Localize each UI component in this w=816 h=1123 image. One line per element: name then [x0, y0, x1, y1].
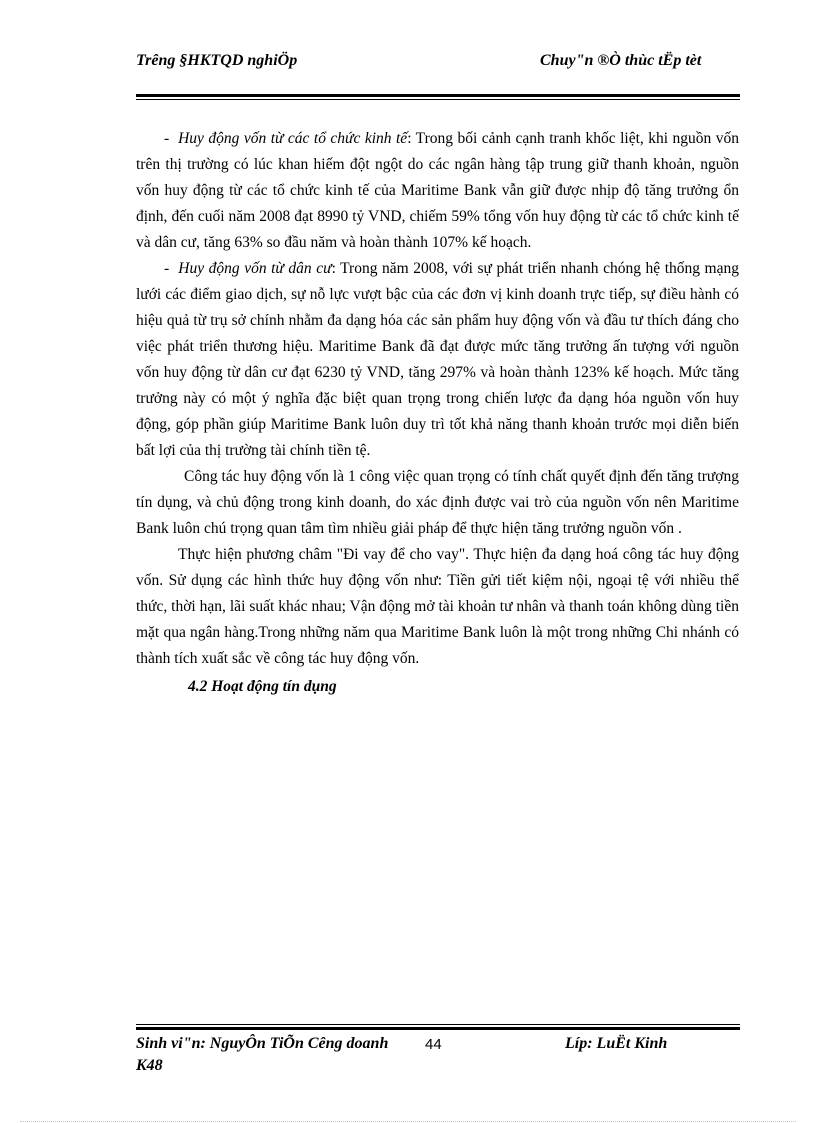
header-right-text: Chuy"n ®Ò thùc tËp tèt	[540, 52, 702, 69]
header-rule-thin	[136, 99, 740, 100]
paragraph-text: : Trong bối cảnh cạnh tranh khốc liệt, khi nguồn vốn trên thị trường có lúc khan hiếm đột ngột do các ngân hàng tập trung giữ thanh khoản, nguồn vốn huy động từ các tổ chức kinh tế của Maritime Bank vẫn giữ được nhịp độ tăng trưởng ổn định, đến cuối năm 2008 đạt 8990 tỷ VND, chiếm 59% tổng vốn huy động từ các tổ chức kinh tế và dân cư, tăng 63% so đầu năm và hoàn thành 107% kế hoạch.	[136, 130, 739, 251]
section-heading: 4.2 Hoạt động tín dụng	[188, 678, 337, 695]
footer-left-text: Sinh vi"n: NguyÔn TiÕn Cêng doanh K48	[136, 1035, 389, 1074]
bottom-dotted-border	[20, 1121, 796, 1122]
paragraph-deposits-economic-orgs: - Huy động vốn từ các tổ chức kinh tế: Trong bối cảnh cạnh tranh khốc liệt, khi nguồn vốn trên thị trường có lúc khan hiếm đột ngột do các ngân hàng tập trung giữ thanh khoản, nguồn vốn huy động từ các tổ chức kinh tế của Maritime Bank vẫn giữ được nhịp độ tăng trưởng ổn định, đến cuối năm 2008 đạt 8990 tỷ VND, chiếm 59% tổng vốn huy động từ các tổ chức kinh tế và dân cư, tăng 63% so đầu năm và hoàn thành 107% kế hoạch.	[136, 130, 739, 251]
footer-rule-thick	[136, 1027, 740, 1030]
paragraph-lead: Huy động vốn từ dân cư	[178, 260, 332, 277]
paragraph-capital-mobilization: Công tác huy động vốn là 1 công việc quan trọng có tính chất quyết định đến tăng trượng tín dụng, và chủ động trong kinh doanh, do xác định được vai trò của nguồn vốn nên Maritime Bank luôn chú trọng quan tâm tìm nhiều giải pháp để thực hiện tăng trưởng nguồn vốn .	[136, 468, 739, 537]
paragraph-borrow-to-lend: Thực hiện phương châm "Đi vay để cho vay". Thực hiện đa dạng hoá công tác huy động vốn. Sử dụng các hình thức huy động vốn như: Tiền gửi tiết kiệm nội, ngoại tệ với nhiều thể thức, thời hạn, lãi suất khác nhau; Vận động mở tài khoản tư nhân và thanh toán không dùng tiền mặt qua ngân hàng.Trong những năm qua Maritime Bank luôn là một trong những Chi nhánh có thành tích xuất sắc về công tác huy động vốn.	[136, 546, 739, 667]
paragraph-text: : Trong năm 2008, với sự phát triển nhanh chóng hệ thống mạng lưới các điểm giao dịch, sự nỗ lực vượt bậc của các đơn vị kinh doanh trực tiếp, sự điều hành có hiệu quả từ trụ sở chính nhằm đa dạng hóa các sản phẩm huy động vốn và đầu tư thích đáng cho việc phát triển thương hiệu. Maritime Bank đã đạt được mức tăng trưởng ấn tượng với nguồn vốn huy động từ dân cư đạt 6230 tỷ VND, tăng 297% và hoàn thành 123% kế hoạch. Mức tăng trưởng này có một ý nghĩa đặc biệt quan trọng trong chiến lược đa dạng hóa nguồn vốn huy động, góp phần giúp Maritime Bank luôn duy trì tốt khả năng thanh khoản trước mọi diễn biến bất lợi của thị trường tài chính tiền tệ.	[136, 260, 739, 459]
paragraph-deposits-residents: - Huy động vốn từ dân cư: Trong năm 2008, với sự phát triển nhanh chóng hệ thống mạng lưới các điểm giao dịch, sự nỗ lực vượt bậc của các đơn vị kinh doanh trực tiếp, sự điều hành có hiệu quả từ trụ sở chính nhằm đa dạng hóa các sản phẩm huy động vốn và đầu tư thích đáng cho việc phát triển thương hiệu. Maritime Bank đã đạt được mức tăng trưởng ấn tượng với nguồn vốn huy động từ dân cư đạt 6230 tỷ VND, tăng 297% và hoàn thành 123% kế hoạch. Mức tăng trưởng này có một ý nghĩa đặc biệt quan trọng trong chiến lược đa dạng hóa nguồn vốn huy động, góp phần giúp Maritime Bank luôn duy trì tốt khả năng thanh khoản trước mọi diễn biến bất lợi của thị trường tài chính tiền tệ.	[136, 260, 739, 459]
footer-right-text: Líp: LuËt Kinh	[565, 1035, 668, 1052]
paragraph-lead: Huy động vốn từ các tổ chức kinh tế	[178, 130, 408, 147]
header-rule-thick	[136, 94, 740, 97]
header-left-text: Trêng §HKTQD nghiÖp	[136, 52, 298, 69]
page-number: 44	[425, 1036, 442, 1053]
footer-rule-thin	[136, 1024, 740, 1025]
document-body	[136, 126, 739, 700]
